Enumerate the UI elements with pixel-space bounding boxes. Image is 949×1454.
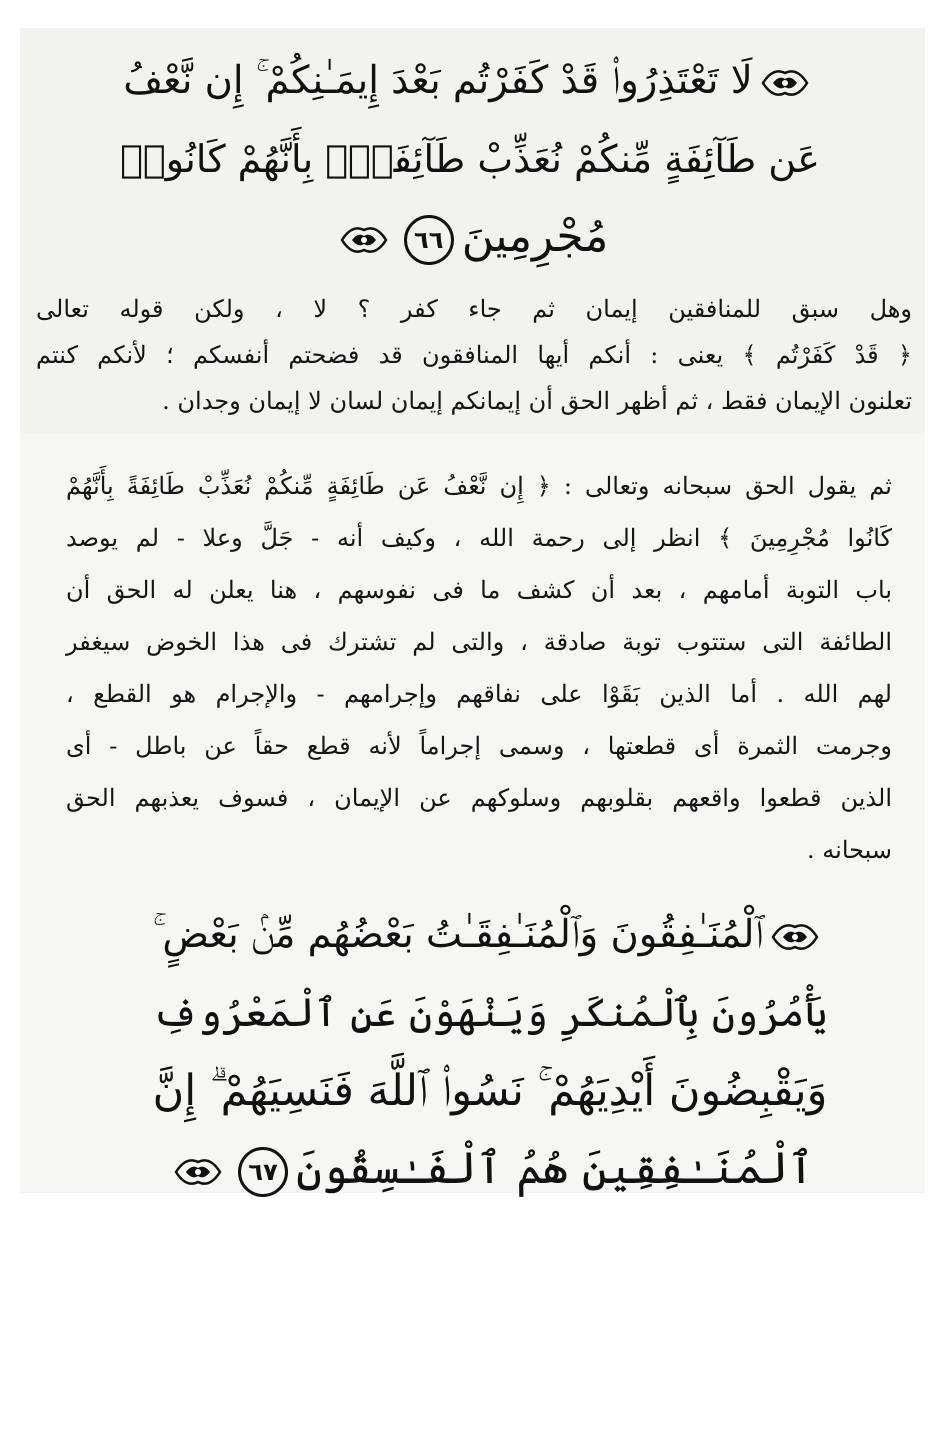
commentary-1-line-2: ﴿ قَدْ كَفَرْتُم ﴾ يعنى : أنكم أيها المنافقون قد فضحتم أنفسكم ؛ لأنكم كنتم [36,341,912,369]
commentary-paragraph-1 [36,286,912,424]
commentary-1-line-3: تعلنون الإيمان فقط ، ثم أظهر الحق أن إيمانكم إيمان لسان لا إيمان وجدان . [162,387,912,415]
commentary-2-line-6: وجرمت الثمرة أى قطعتها ، وسمى إجراماً لأنه قطع حقاً عن باطل - أى [66,732,892,760]
verse-66-line-1 [120,42,820,120]
verse-66-line-2: عَن طَآئِفَةٍ مِّنكُمْ نُعَذِّبْ طَآئِفَةًۢ بِأَنَّهُمْ كَانُوا۟ [120,137,820,181]
ornament-close-icon [172,1152,224,1192]
verse-67-line-2: يَأْمُرُونَ بِٱلْمُنكَرِ وَيَنْهَوْنَ عَنِ ٱلْمَعْرُوفِ [152,990,828,1036]
ornament-open-icon [769,917,821,957]
commentary-2-line-7: الذين قطعوا واقعهم بقلوبهم وسلوكهم عن الإيمان ، فسوف يعذبهم الحق [66,784,892,812]
verse-66 [120,42,820,276]
ayah-number-66: ٦٦ [404,215,454,265]
commentary-2-line-8: سبحانه . [807,836,892,864]
verse-67 [150,896,830,1208]
verse-67-line-4 [150,1130,830,1208]
ornament-open-icon [759,63,811,103]
commentary-2-line-1: ثم يقول الحق سبحانه وتعالى : ﴿ إِن نَّعْفُ عَن طَائِفَةٍ مِّنكُمْ نُعَذِّبْ طَائِفَةً بِأَنَّهُمْ [66,472,892,500]
verse-67-line-3: وَيَقْبِضُونَ أَيْدِيَهُمْ ۚ نَسُوا۟ ٱللَّهَ فَنَسِيَهُمْ ۗ إِنَّ [152,1066,828,1116]
verse-67-line-1 [150,896,830,974]
commentary-2-line-4: الطائفة التى ستتوب توبة صادقة ، والتى لم تشترك فى هذا الخوض سيغفر [66,628,892,656]
commentary-1-line-1: وهل سبق للمنافقين إيمان ثم جاء كفر ؟ لا ، ولكن قوله تعالى [36,295,912,323]
ornament-close-icon [338,220,390,260]
commentary-2-line-5: لهم الله . أما الذين بَقَوْا على نفاقهم وإجرامهم - والإجرام هو القطع ، [66,680,892,708]
ayah-number-67: ٦٧ [238,1147,288,1197]
commentary-2-line-2: كَانُوا مُجْرِمِينَ ﴾ انظر إلى رحمة الله ، وكيف أنه - جَلَّ وعلا - لم يوصد [66,524,892,552]
verse-66-text-3: مُجْرِمِينَ [461,211,609,262]
verse-66-line-3 [120,198,820,276]
verse-67-text-1: ٱلْمُنَـٰفِقُونَ وَٱلْمُنَـٰفِقَـٰتُ بَعْضُهُم مِّنۢ بَعْضٍ ۚ [152,912,764,957]
verse-67-text-4: ٱلْمُنَـٰفِقِينَ هُمُ ٱلْفَـٰسِقُونَ [296,1143,814,1194]
commentary-paragraph-2 [66,460,892,876]
commentary-2-line-3: باب التوبة أمامهم ، بعد أن كشف ما فى نفوسهم ، هنا يعلن له الحق أن [66,576,892,604]
verse-66-text-1: لَا تَعْتَذِرُوا۟ قَدْ كَفَرْتُم بَعْدَ إِيمَـٰنِكُمْ ۚ إِن نَّعْفُ [123,58,753,103]
